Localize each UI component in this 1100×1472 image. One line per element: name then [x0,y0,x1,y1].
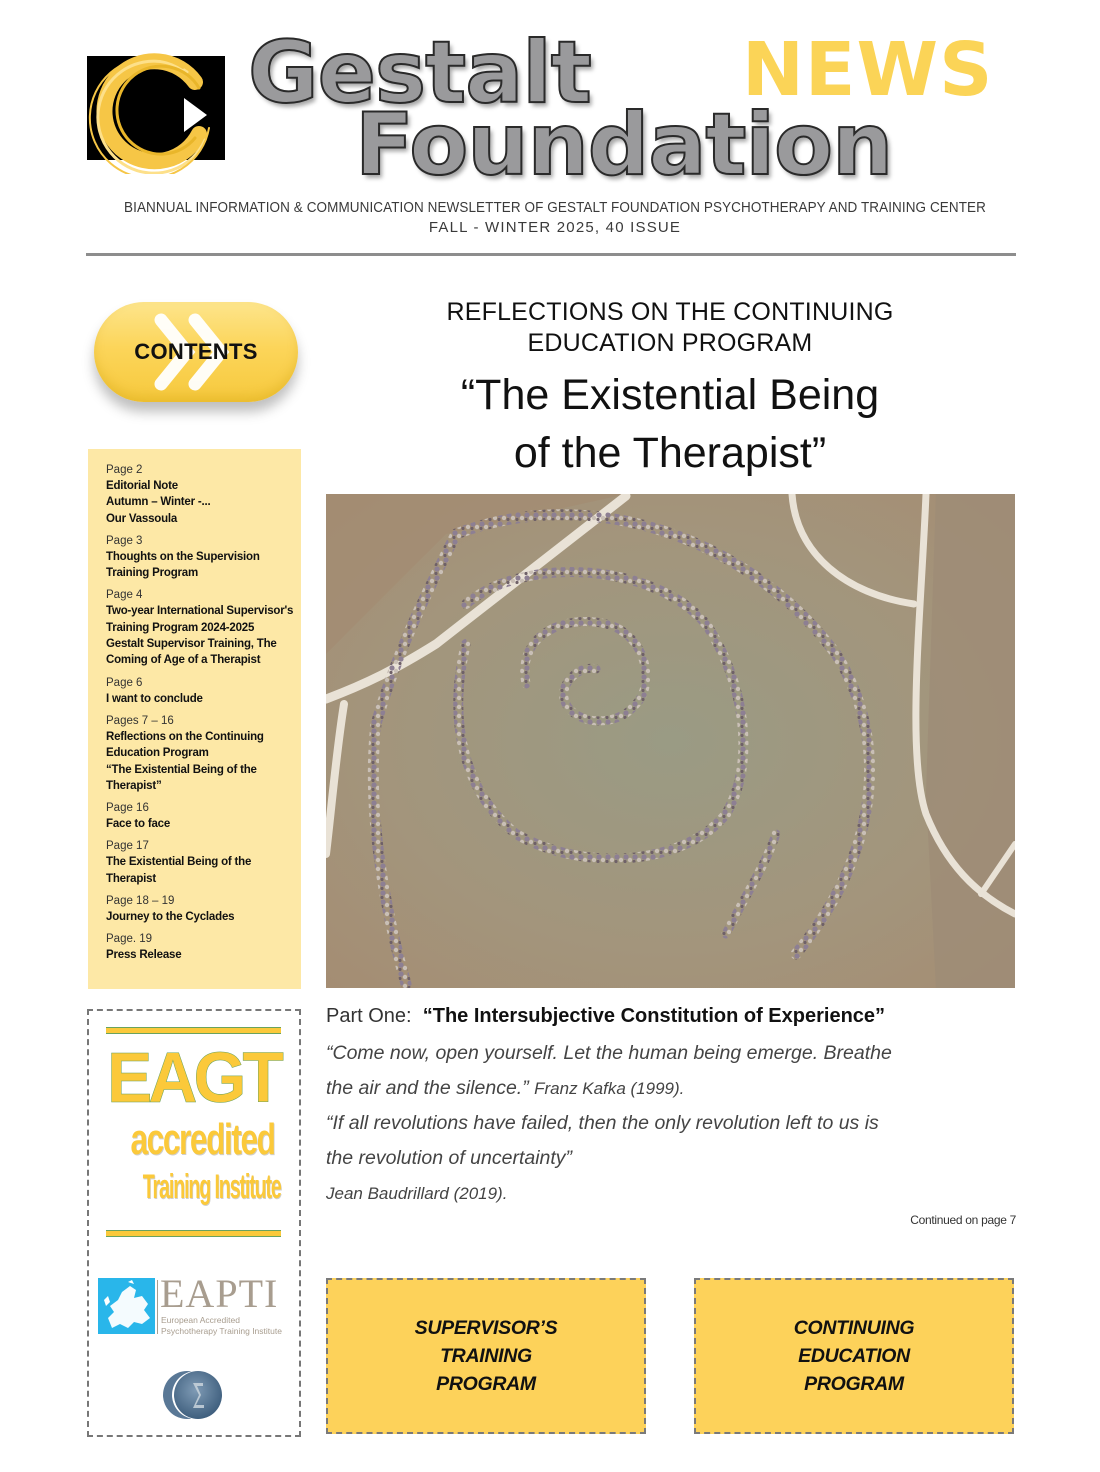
article-kicker-line2: EDUCATION PROGRAM [527,329,813,357]
toc-entry[interactable] [106,675,301,707]
europe-map-icon [98,1278,155,1334]
eapti-subtitle-line2: Psychotherapy Training Institute [161,1326,282,1336]
quote1-line1: “Come now, open yourself. Let the human being emerge. Breathe [326,1042,892,1064]
quote2-source: Jean Baudrillard (2019). [326,1184,508,1203]
program-label-line1: CONTINUING [793,1317,915,1339]
eapti-subtitle-line1: European Accredited [161,1315,240,1325]
headline-line2: of the Therapist” [513,429,827,477]
table-of-contents [88,449,301,989]
program-label-line3: PROGRAM [436,1373,536,1395]
eagt-accredited-logo [106,1027,281,1239]
toc-page-number: Page 16 [106,802,149,815]
toc-entry[interactable] [106,533,301,582]
brand-title-line1: Gestalt [248,23,591,123]
eagt-top-bar [106,1027,281,1034]
baudrillard-quote [326,1106,1026,1176]
toc-entry[interactable] [106,838,301,887]
toc-title: Two-year International Supervisor's Training Program 2024-2025 [106,605,294,634]
article-kicker-line1: REFLECTIONS ON THE CONTINUING [446,298,894,326]
toc-title: I want to conclude [106,692,203,705]
quote2-line2: the revolution of uncertainty” [326,1147,573,1169]
toc-entry[interactable] [106,713,301,794]
issue-label: FALL - WINTER 2025, 40 ISSUE [428,219,682,236]
toc-title: Editorial Note [106,480,178,492]
eapti-logo [98,1271,293,1338]
part-label: Part One: [326,1005,412,1027]
article-headline [320,366,1020,482]
eapti-subtitle [161,1315,282,1337]
contents-button[interactable] [94,302,298,402]
toc-page-number: Page 4 [106,589,143,602]
supervisors-training-program-button[interactable] [326,1278,646,1434]
toc-title: Thoughts on the Supervision Training Program [106,550,260,580]
continued-on-link[interactable]: Continued on page 7 [910,1213,1016,1227]
program-label [415,1314,558,1398]
toc-title: Our Vassoula [106,512,178,525]
toc-title: Autumn – Winter -... [106,496,211,509]
program-label-line2: TRAINING [440,1345,532,1367]
eagt-wordmark: EAGT [107,1038,280,1118]
headline-line1: “The Existential Being [460,371,880,419]
toc-page-number: Page 2 [106,464,143,476]
toc-page-number: Page 18 – 19 [106,895,175,908]
toc-page-number: Page 3 [106,534,143,547]
pebble-spiral-photo [326,494,1015,988]
eapti-wordmark: EAPTI [160,1271,279,1316]
quote2-line1: “If all revolutions have failed, then the only revolution left to us is [326,1112,879,1134]
contents-button-label: CONTENTS [134,339,258,364]
toc-title: Gestalt Supervisor Training, The Coming of Age of a Therapist [106,638,277,667]
circle-play-logo-icon [87,42,225,174]
eagt-bottom-bar [106,1230,281,1237]
part-title: “The Intersubjective Constitution of Experience” [422,1005,886,1027]
quote1-source: Franz Kafka (1999). [534,1079,685,1098]
kafka-quote [326,1036,1026,1106]
toc-entry[interactable] [106,462,301,527]
toc-page-number: Page. 19 [106,933,153,946]
toc-entry[interactable] [106,931,301,963]
gestalt-foundation-logo [87,56,225,160]
toc-entry[interactable] [106,800,301,832]
toc-title: Journey to the Cyclades [106,911,235,924]
toc-title: Face to face [106,818,171,831]
toc-title: The Existential Being of the Therapist [106,856,252,885]
continuing-education-program-button[interactable] [694,1278,1014,1434]
toc-title: “The Existential Being of the Therapist” [106,763,257,792]
program-label-line2: EDUCATION [798,1345,910,1367]
brand-title-line2: Foundation [355,95,893,195]
header-divider [86,253,1016,256]
toc-entry[interactable] [106,893,301,925]
toc-page-number: Pages 7 – 16 [106,714,174,727]
toc-page-number: Page 17 [106,840,149,853]
sigma-coin-icon [163,1369,223,1421]
article-part-heading [326,1005,885,1028]
toc-page-number: Page 6 [106,676,143,689]
program-label-line1: SUPERVISOR’S [414,1317,558,1339]
brand-news-label: NEWS [742,27,994,113]
toc-entry[interactable] [106,587,301,668]
newsletter-tagline: BIANNUAL INFORMATION & COMMUNICATION NEWSLETTER OF GESTALT FOUNDATION PSYCHOTHERAPY AND TRAINING CENTER [124,200,986,216]
eagt-accredited-text: accredited [130,1115,275,1164]
program-label-line3: PROGRAM [804,1373,904,1395]
pebble-spiral-image [326,494,1015,988]
program-label [794,1314,915,1398]
quote1-line2: the air and the silence.” [326,1077,529,1099]
eapti-separator [157,1280,158,1334]
toc-title: Reflections on the Continuing Education Program [106,730,264,760]
toc-title: Press Release [106,949,182,962]
eagt-training-institute-text: Training Institute [142,1168,281,1206]
